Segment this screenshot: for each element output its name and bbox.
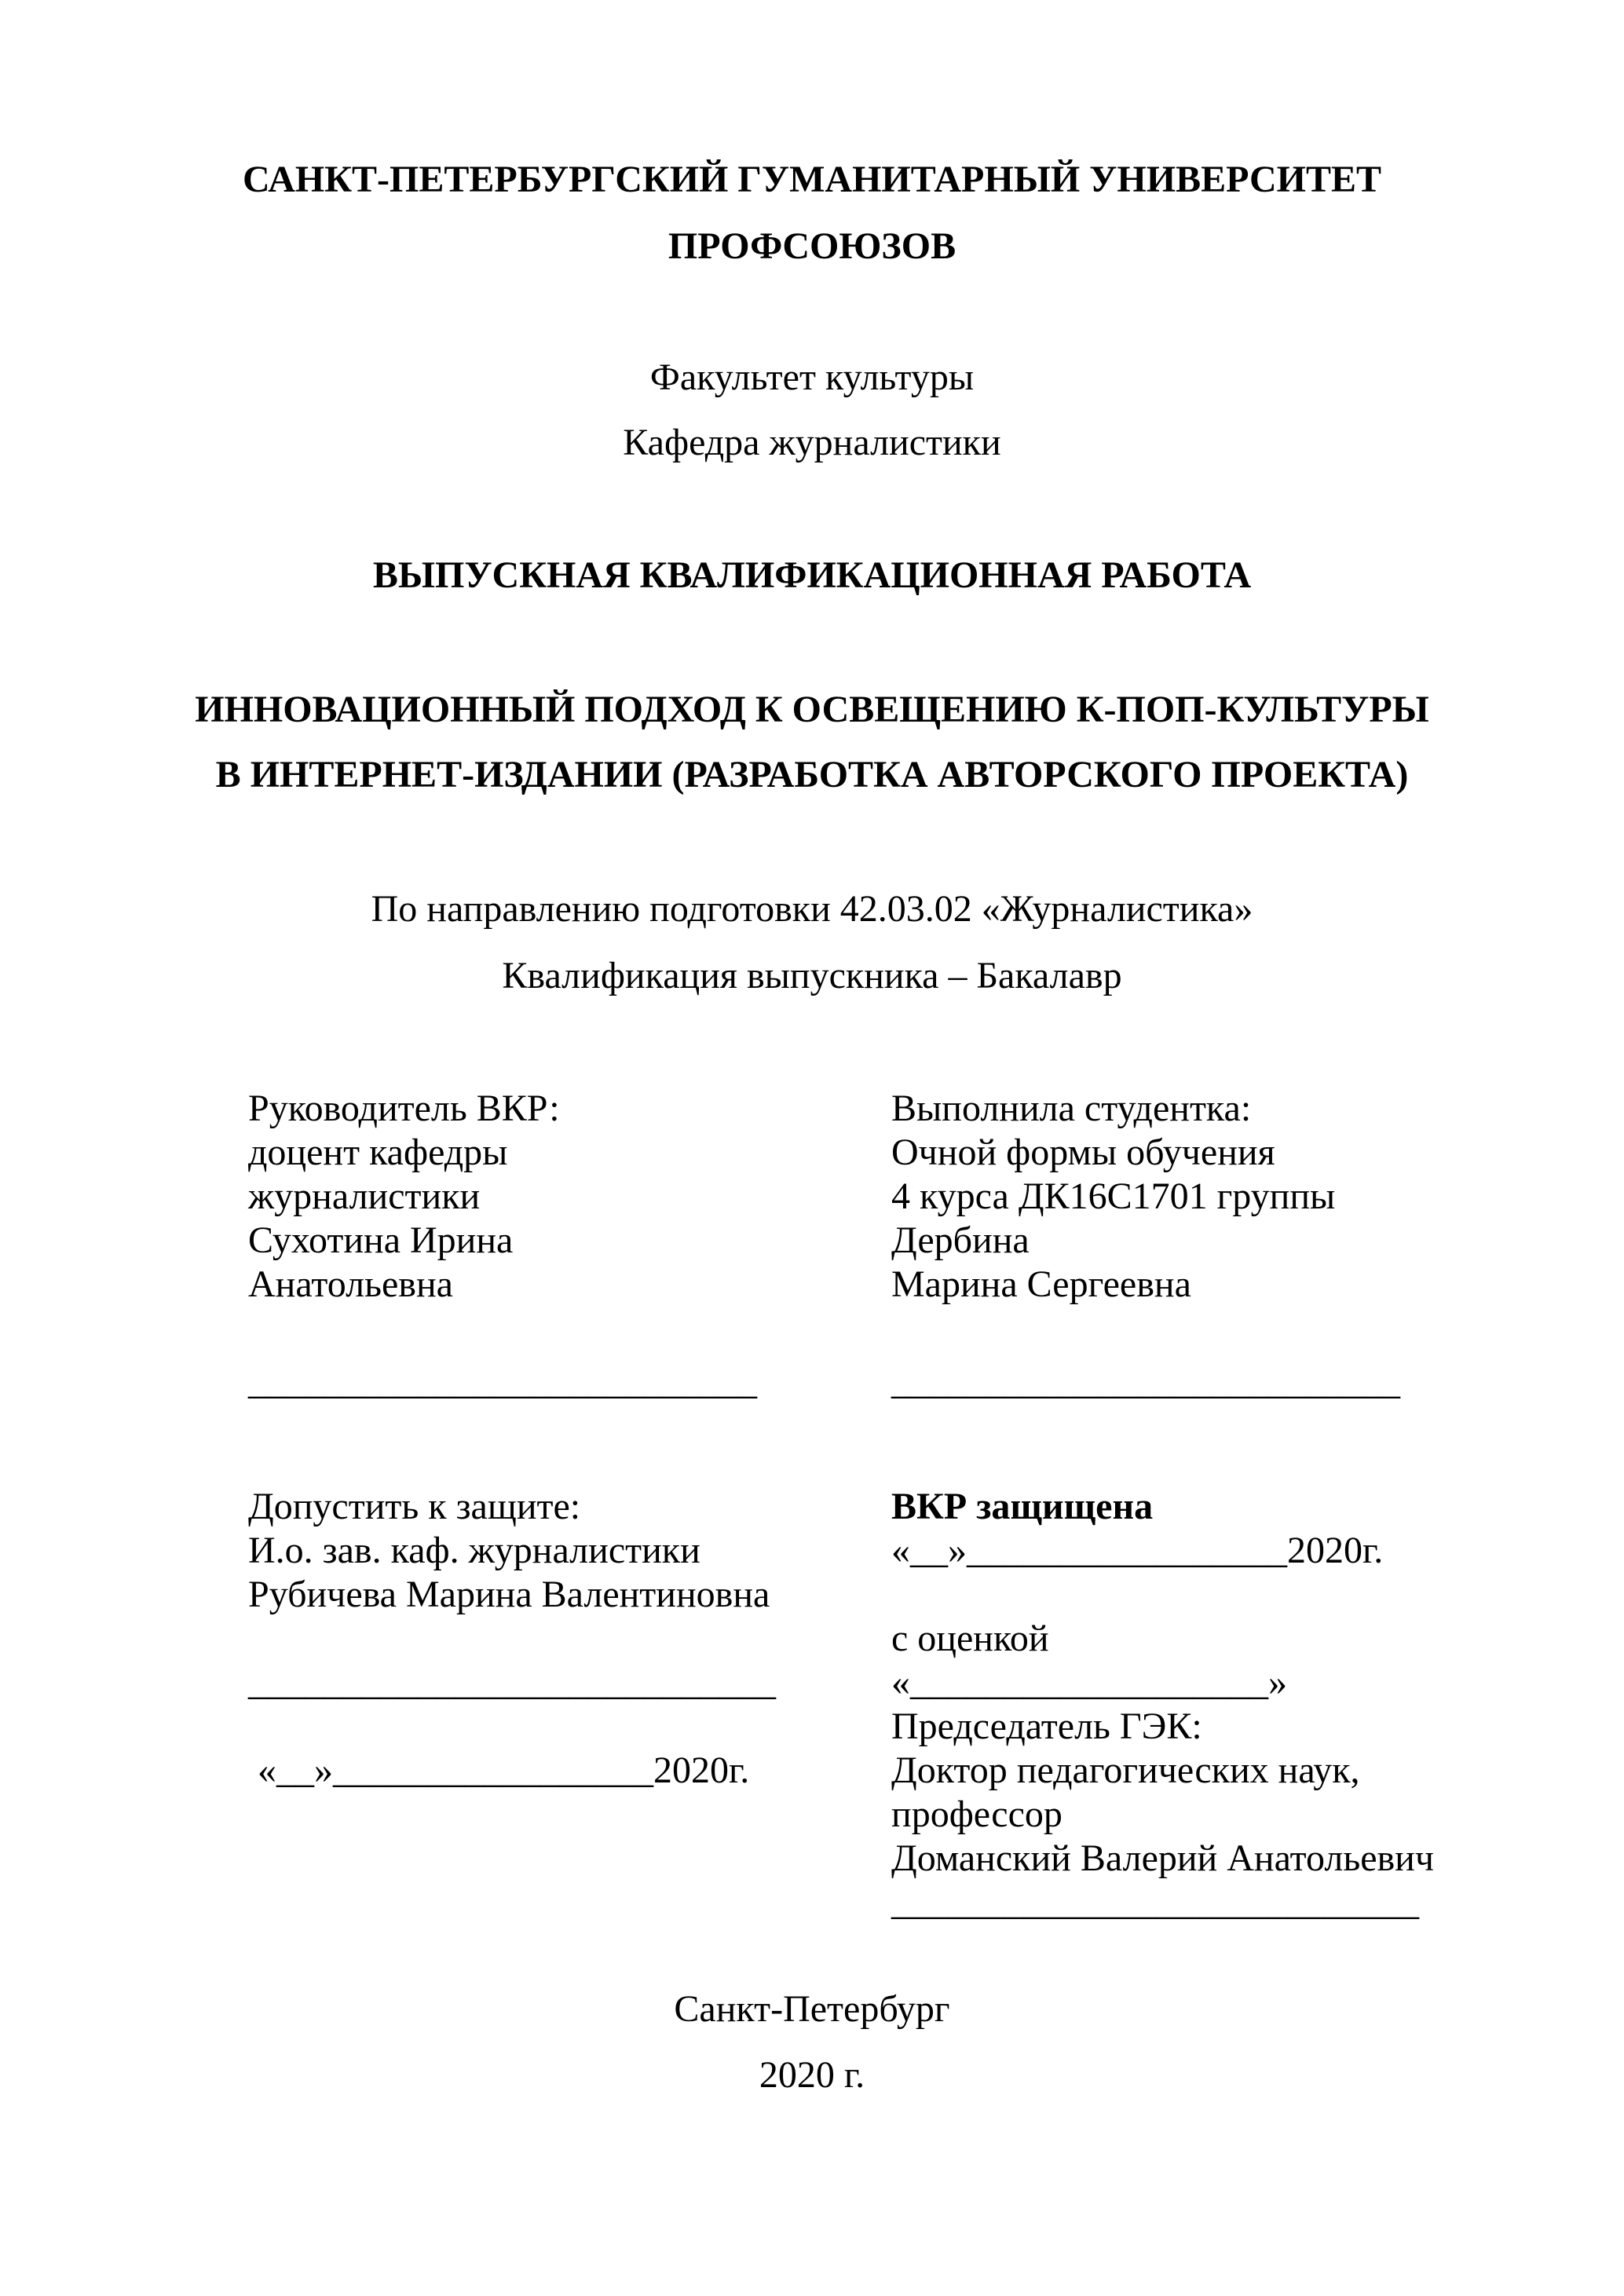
thesis-title-line2: В ИНТЕРНЕТ-ИЗДАНИИ (РАЗРАБОТКА АВТОРСКОГО ПРОЕКТА) (215, 754, 1409, 795)
student-name: Марина Сергеевна (891, 1263, 1191, 1305)
student-surname: Дербина (891, 1219, 1030, 1261)
university-name-line2: ПРОФСОЮЗОВ (668, 225, 956, 267)
chair-name: Доманский Валерий Анатольевич (891, 1837, 1435, 1879)
supervisor-position: доцент кафедры (248, 1132, 508, 1173)
supervisor-name: Сухотина Ирина (248, 1219, 514, 1261)
grade-label: с оценкой (891, 1618, 1049, 1659)
department: Кафедра журналистики (623, 422, 1001, 463)
chair-title: профессор (891, 1793, 1063, 1835)
admission-label: Допустить к защите: (248, 1486, 581, 1527)
city: Санкт-Петербург (674, 1988, 950, 2030)
supervisor-signature-line: ___________________________ (248, 1361, 757, 1402)
admission-signature-line: ____________________________ (248, 1662, 776, 1703)
grade-field: «___________________» (891, 1662, 1287, 1703)
chair-degree: Доктор педагогических наук, (891, 1749, 1360, 1791)
chair-label: Председатель ГЭК: (891, 1706, 1202, 1747)
defense-date: «__»_________________2020г. (891, 1530, 1384, 1571)
student-group: 4 курса ДК16С1701 группы (891, 1175, 1336, 1217)
admission-head-name: Рубичева Марина Валентиновна (248, 1574, 770, 1615)
university-name-line1: САНКТ-ПЕТЕРБУРГСКИЙ ГУМАНИТАРНЫЙ УНИВЕРСИТЕТ (242, 159, 1382, 200)
faculty: Факультет культуры (649, 356, 975, 398)
qualification: Квалификация выпускника – Бакалавр (502, 955, 1122, 996)
student-signature-line: ___________________________ (891, 1361, 1400, 1402)
admission-head-position: И.о. зав. каф. журналистики (248, 1530, 700, 1571)
defense-heading: ВКР защищена (891, 1486, 1154, 1527)
work-type: ВЫПУСКНАЯ КВАЛИФИКАЦИОННАЯ РАБОТА (372, 554, 1252, 596)
chair-signature-line: ____________________________ (891, 1881, 1419, 1923)
admission-date: «__»_________________2020г. (258, 1749, 750, 1791)
student-label: Выполнила студентка: (891, 1088, 1252, 1129)
supervisor-department: журналистики (248, 1175, 481, 1217)
study-direction: По направлению подготовки 42.03.02 «Журналистика» (371, 888, 1253, 930)
supervisor-label: Руководитель ВКР: (248, 1088, 560, 1129)
supervisor-patronymic: Анатольевна (248, 1263, 453, 1305)
student-study-form: Очной формы обучения (891, 1132, 1275, 1173)
year: 2020 г. (759, 2054, 865, 2096)
thesis-title-line1: ИННОВАЦИОННЫЙ ПОДХОД К ОСВЕЩЕНИЮ К-ПОП-КУЛЬТУРЫ (195, 689, 1429, 730)
